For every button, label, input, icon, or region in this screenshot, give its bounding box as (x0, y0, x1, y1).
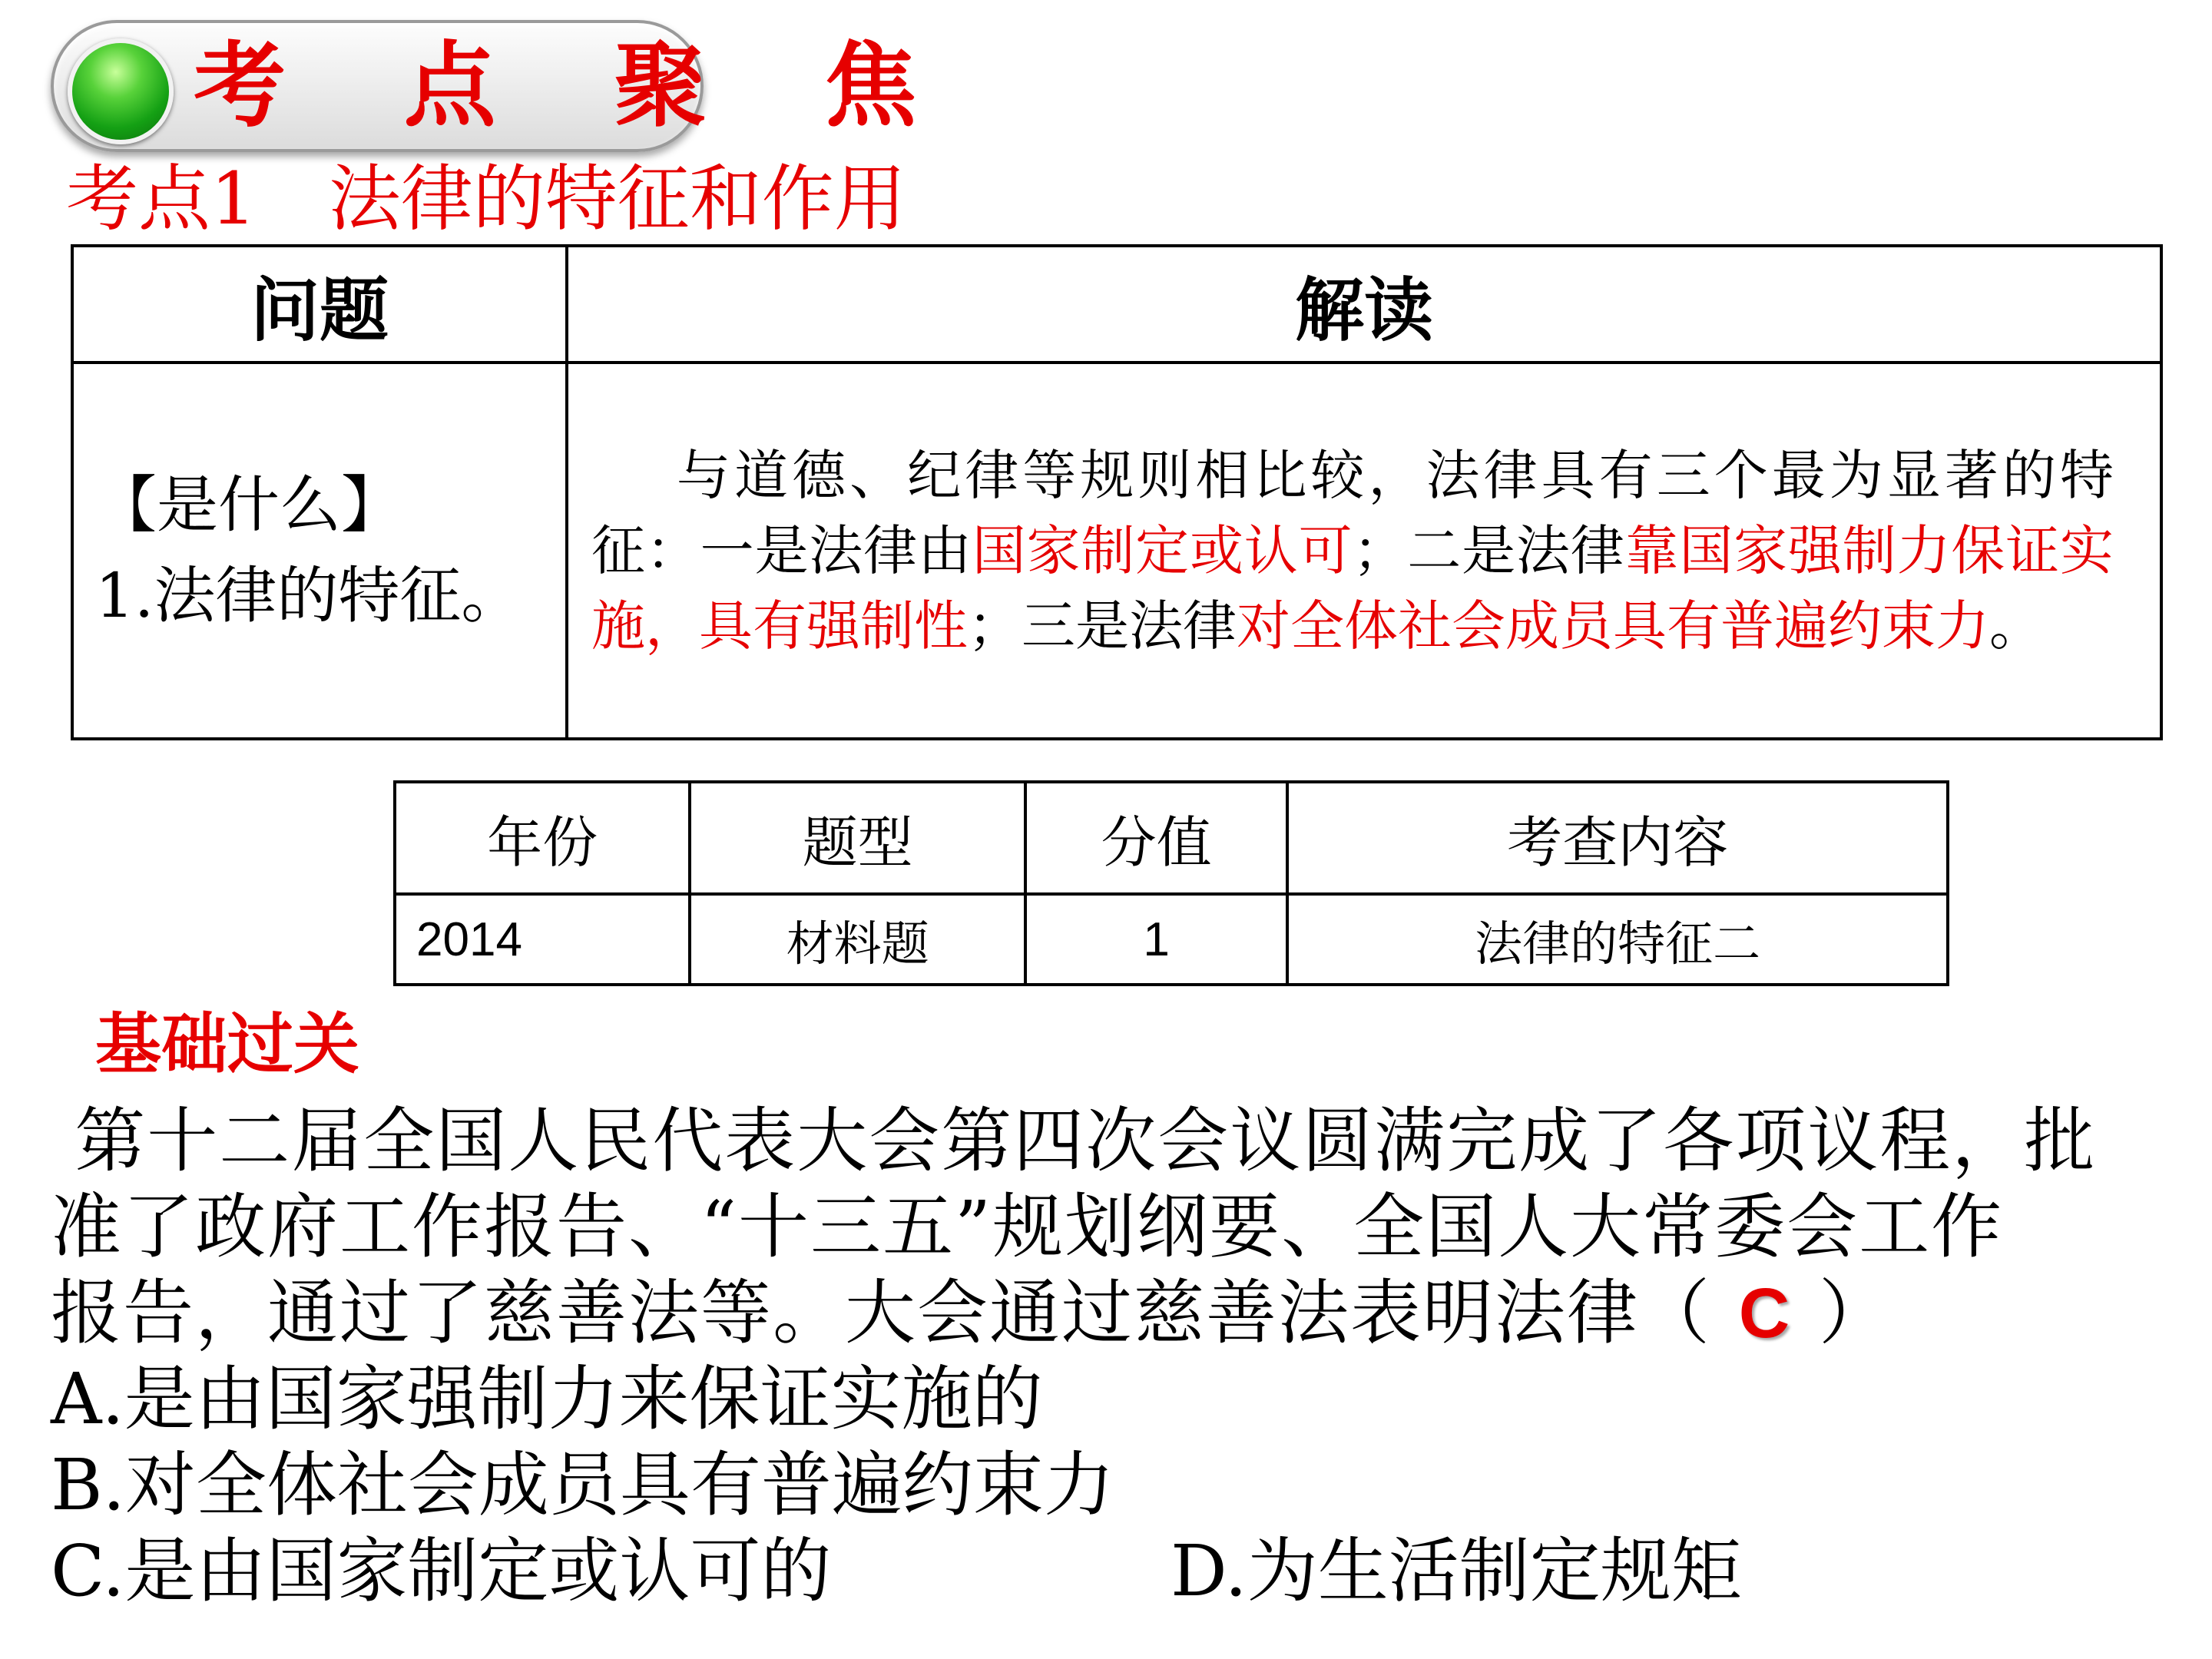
column-header-interpretation: 解读 (567, 246, 2161, 363)
header-content: 考查内容 (1287, 782, 1948, 894)
answer-cell (567, 363, 2161, 739)
table-header-row (72, 246, 2161, 363)
header-score: 分值 (1025, 782, 1287, 894)
cell-content: 法律的特征二 (1287, 894, 1948, 985)
answer-text-4: 。 (1989, 594, 2043, 657)
option-d: D.为生活制定规矩 (1171, 1530, 1742, 1612)
option-c: C.是由国家制定或认可的 (51, 1530, 832, 1612)
answer-text-1: 与道德、纪律等规则相比较，法律具有三个最为显著的特征：一是法律由 (591, 444, 2114, 582)
explanation-table (71, 244, 2163, 740)
cell-score: 1 (1025, 894, 1287, 985)
answer-text-2: ；二是法律 (1353, 519, 1625, 582)
green-circle-icon (68, 38, 174, 144)
answer-highlight-1: 国家制定或认可 (972, 519, 1353, 582)
question-paragraph (51, 1098, 2186, 1356)
table-row (395, 894, 1948, 985)
header-year: 年份 (395, 782, 690, 894)
header-type: 题型 (690, 782, 1025, 894)
answer-highlight-3: 对全体社会成员具有普遍约束力 (1237, 594, 1989, 657)
question-line-2: 准了政府工作报告、“十三五”规划纲要、全国人大常委会工作 (51, 1186, 2004, 1268)
question-line-1: 第十二届全国人民代表大会第四次会议圆满完成了各项议程，批 (75, 1100, 2097, 1182)
answer-mark: C (1738, 1274, 1792, 1353)
answer-highlight-2: 靠国家强制力保证实施，具有强制性 (591, 519, 2114, 657)
question-line-3: 报告，通过了慈善法等。大会通过慈善法表明法律（ C ） (51, 1270, 2186, 1356)
table-row (72, 363, 2161, 739)
cell-type: 材料题 (690, 894, 1025, 985)
practice-title: 基础过关 (95, 1006, 359, 1083)
option-a: A.是由国家强制力来保证实施的 (51, 1358, 1043, 1440)
question-cell (72, 363, 567, 739)
cell-year: 2014 (395, 894, 690, 985)
question-label: 【是什么】 (95, 469, 402, 541)
column-header-question: 问题 (72, 246, 567, 363)
section-header-title: 考 点 聚 焦 (194, 33, 960, 140)
section-header-pill (51, 20, 960, 152)
option-b: B.对全体社会成员具有普遍约束力 (51, 1444, 1114, 1526)
topic-title: 考点1 法律的特征和作用 (66, 157, 906, 241)
table-header-row (395, 782, 1948, 894)
answer-text-3: ；三是法律 (968, 594, 1237, 657)
question-text: 1.法律的特征。 (95, 560, 523, 631)
exam-stats-table (393, 780, 1949, 986)
